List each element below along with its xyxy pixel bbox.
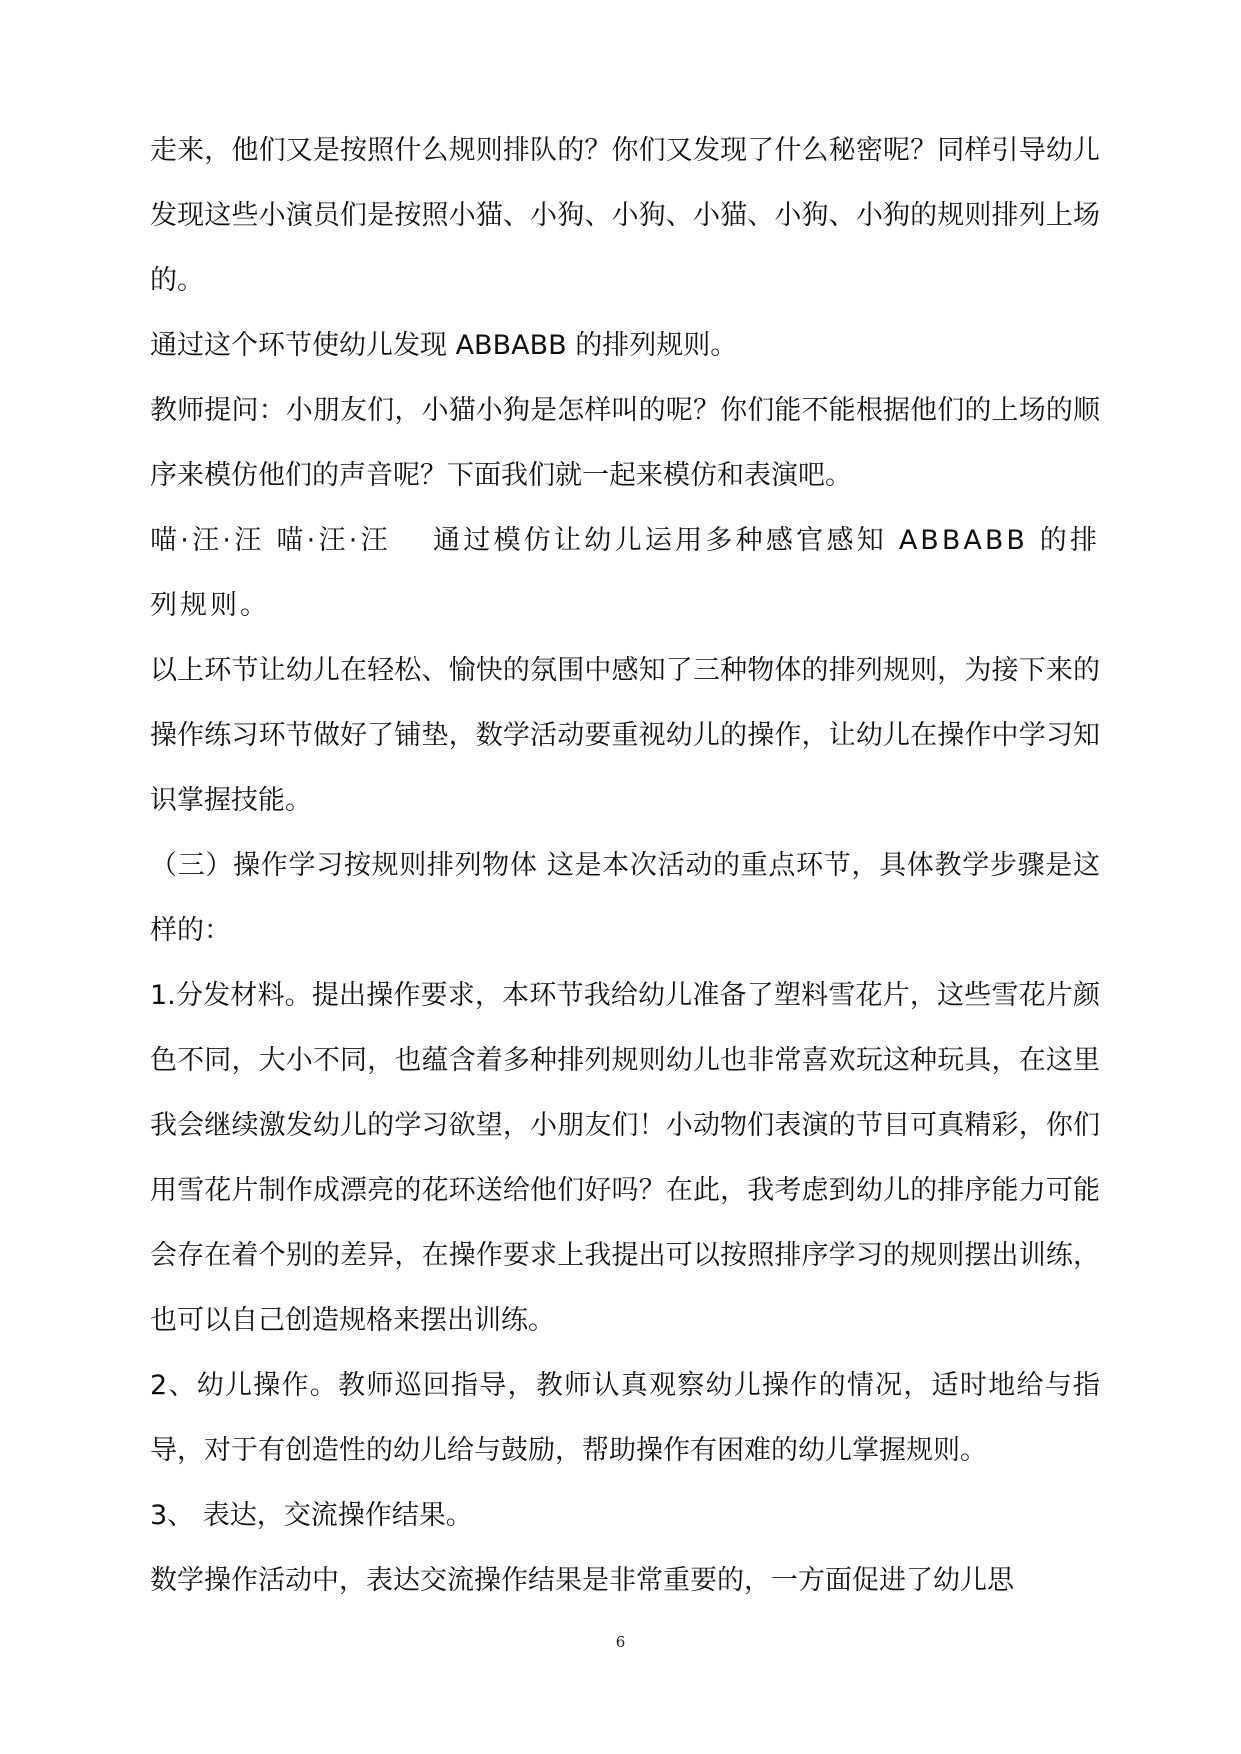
paragraph-1: 走来，他们又是按照什么规则排队的？你们又发现了什么秘密呢？同样引导幼儿发现这些小演员们是按照小猫、小狗、小狗、小猫、小狗、小狗的规则排列上场的。	[150, 135, 1100, 296]
paragraph-3: 教师提问：小朋友们，小猫小狗是怎样叫的呢？你们能不能根据他们的上场的顺序来模仿他们的声音呢？下面我们就一起来模仿和表演吧。	[150, 395, 1100, 491]
paragraph-10: 数学操作活动中，表达交流操作结果是非常重要的，一方面促进了幼儿思	[150, 1565, 1014, 1596]
paragraph-9: 3、 表达，交流操作结果。	[150, 1500, 473, 1531]
paragraph-6-section-heading: （三）操作学习按规则排列物体 这是本次活动的重点环节，具体教学步骤是这样的：	[150, 850, 1100, 946]
paragraph-8: 2、幼儿操作。教师巡回指导，教师认真观察幼儿操作的情况，适时地给与指导，对于有创造性的幼儿给与鼓励，帮助操作有困难的幼儿掌握规则。	[150, 1370, 1100, 1466]
paragraph-7: 1.分发材料。提出操作要求，本环节我给幼儿准备了塑料雪花片，这些雪花片颜色不同，大小不同，也蕴含着多种排列规则幼儿也非常喜欢玩这种玩具，在这里我会继续激发幼儿的学习欲望，小朋友们！小动物们表演的节目可真精彩，你们用雪花片制作成漂亮的花环送给他们好吗？在此，我考虑到幼儿的排序能力可能会存在着个别的差异，在操作要求上我提出可以按照排序学习的规则摆出训练，也可以自己创造规格来摆出训练。	[150, 980, 1100, 1336]
paragraph-4: 喵·汪·汪 喵·汪·汪 通过模仿让幼儿运用多种感官感知 ABBABB 的排列规则。	[150, 525, 1100, 621]
paragraph-2: 通过这个环节使幼儿发现 ABBABB 的排列规则。	[150, 330, 738, 361]
body-text	[150, 118, 1100, 1613]
page-number: 6	[615, 1633, 626, 1651]
paragraph-5: 以上环节让幼儿在轻松、愉快的氛围中感知了三种物体的排列规则，为接下来的操作练习环节做好了铺垫，数学活动要重视幼儿的操作，让幼儿在操作中学习知识掌握技能。	[150, 655, 1100, 816]
